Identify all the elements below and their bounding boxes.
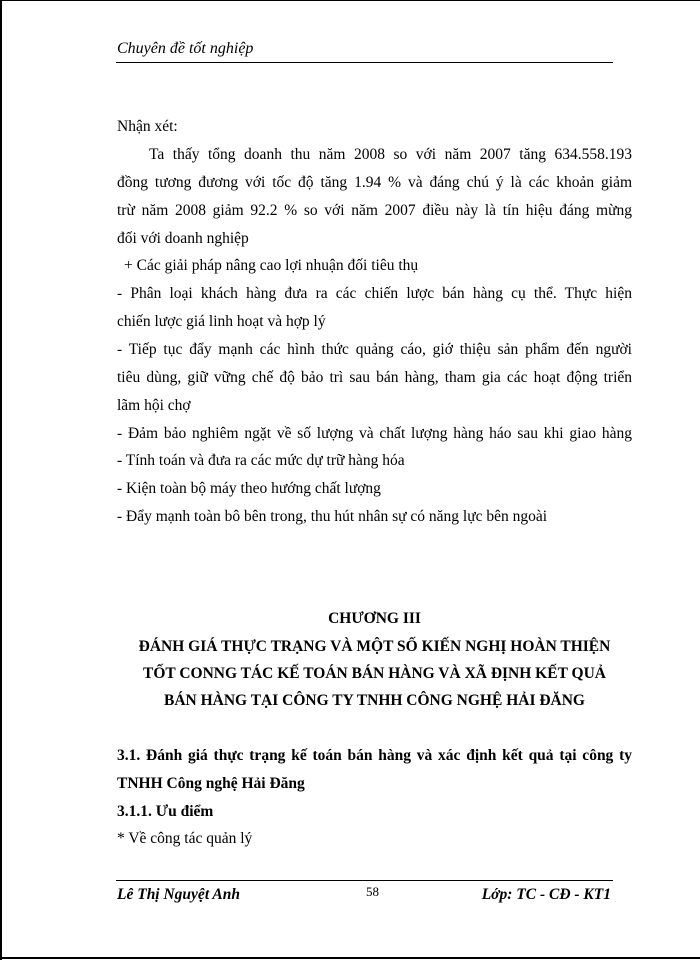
solutions-heading: + Các giải pháp nâng cao lợi nhuận đối tiêu thụ (124, 257, 419, 274)
bullet-4: - Tính toán và đưa ra các mức dự trữ hàng hóa (117, 452, 405, 469)
para1-line-1: Ta thấy tổng doanh thu năm 2008 so với năm 2007 tăng 634.558.193 (149, 146, 632, 163)
bullet-2-line-2: tiêu dùng, giữ vững chế độ bảo trì sau bán hàng, tham gia các hoạt động triển (117, 369, 632, 386)
para1-line-2: đồng tương đương với tốc độ tăng 1.94 % và đáng chú ý là các khoản giảm (117, 174, 632, 191)
page-number: 58 (366, 884, 379, 899)
header-rule (116, 62, 613, 63)
section-item: * Về công tác quản lý (117, 830, 253, 847)
para1-line-3: trừ năm 2008 giảm 92.2 % so với năm 2007 điều này là tín hiệu đáng mừng (117, 202, 632, 219)
page-border-bottom (0, 957, 700, 959)
bullet-5: - Kiện toàn bộ máy theo hướng chất lượng (117, 480, 381, 497)
para1-line-4: đối với doanh nghiệp (117, 230, 249, 247)
bullet-6: - Đẩy mạnh toàn bô bên trong, thu hút nhân sự có năng lực bên ngoài (117, 508, 548, 525)
subsection-heading: 3.1.1. Ưu điểm (117, 803, 214, 820)
header-title: Chuyên đề tốt nghiệp (117, 40, 254, 57)
chapter-title-line-1: ĐÁNH GIÁ THỰC TRẠNG VÀ MỘT SỐ KIẾN NGHỊ HOÀN THIỆN (138, 638, 611, 655)
page-border-left (0, 0, 2, 960)
bullet-2-line-3: lãm hội chợ (117, 397, 191, 414)
bullet-2-line-1: - Tiếp tục đẩy mạnh các hình thức quảng cáo, giớ thiệu sản phẩm đến người (117, 341, 632, 358)
section-heading-line-1: 3.1. Đánh giá thực trạng kế toán bán hàng và xác định kết quả tại công ty (117, 747, 632, 764)
page-border-top (0, 0, 700, 1)
footer-class: Lớp: TC - CĐ - KT1 (481, 886, 611, 903)
section-heading-line-2: TNHH Công nghệ Hải Đăng (117, 775, 305, 792)
chapter-number: CHƯƠNG III (328, 610, 421, 627)
bullet-1-line-2: chiến lược giá linh hoạt và hợp lý (117, 313, 326, 330)
remark-label: Nhận xét: (117, 118, 178, 135)
footer-author: Lê Thị Nguyệt Anh (117, 886, 241, 903)
bullet-1-line-1: - Phân loại khách hàng đưa ra các chiến lược bán hàng cụ thể. Thực hiện (117, 285, 632, 302)
chapter-title-line-2: TỐT CONNG TÁC KẾ TOÁN BÁN HÀNG VÀ XÃ ĐỊNH KẾT QUẢ (143, 665, 606, 682)
footer-rule (116, 880, 613, 881)
bullet-3: - Đảm bảo nghiêm ngặt về số lượng và chất lượng hàng háo sau khi giao hàng (117, 425, 632, 442)
chapter-title-line-3: BÁN HÀNG TẠI CÔNG TY TNHH CÔNG NGHỆ HẢI ĐĂNG (164, 692, 585, 709)
